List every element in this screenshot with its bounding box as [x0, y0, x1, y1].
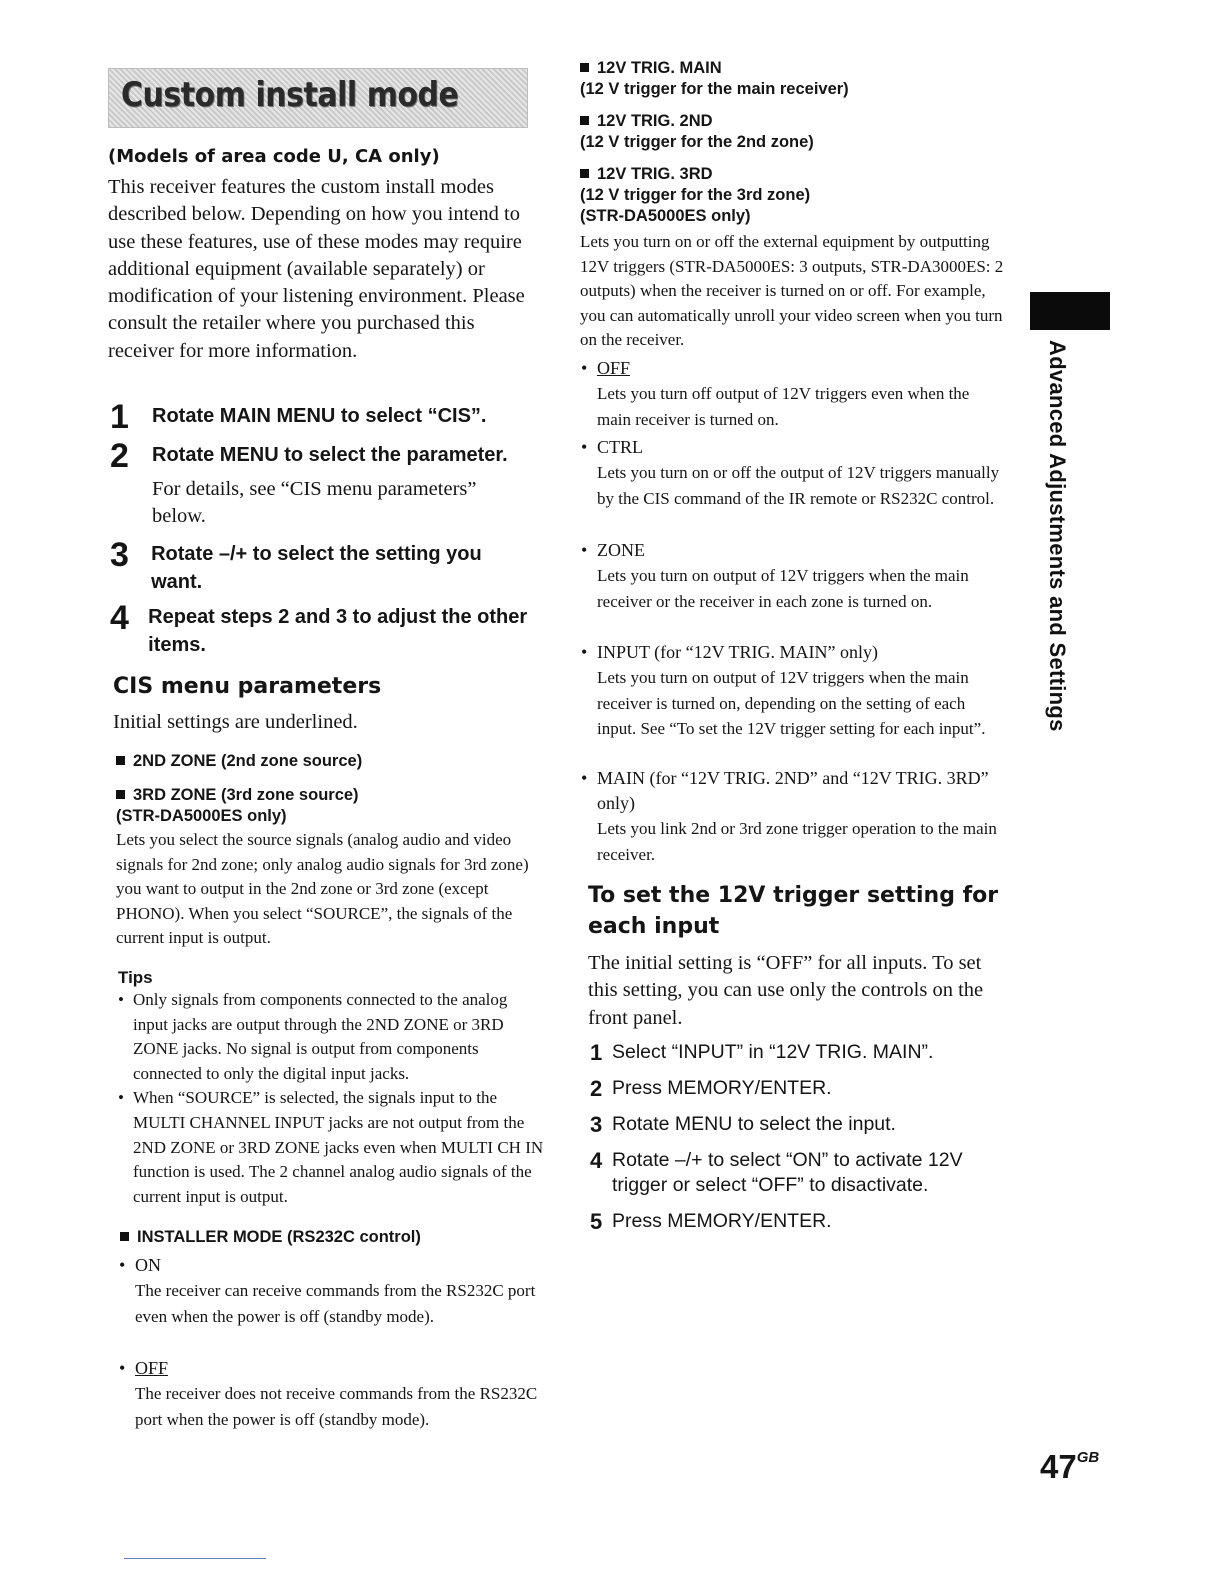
step-number: 2 [110, 437, 129, 475]
tip-item: • When “SOURCE” is selected, the signals input to the MULTI CHANNEL INPUT jacks are not output from the 2ND ZONE or 3RD ZONE jacks even when MULTI CH IN function is used. The 2 channel analog audio signals of the current input is output. [116, 1086, 544, 1209]
trigger-option-off: • OFF Lets you turn off output of 12V triggers even when the main receiver is turned on. [580, 356, 1000, 432]
trigger-description: Lets you turn on or off the external equipment by outputting 12V triggers (STR-DA5000ES: 3 outputs, STR-DA3000ES: 2 outputs) when the receiver is turned on or off. For example, you can automatically unroll your video screen when you turn on the receiver. [580, 232, 1004, 349]
zone-description: Lets you select the source signals (analog audio and video signals for 2nd zone; only analog audio signals for 3rd zone) you want to output in the 2nd zone or 3rd zone (except PHONO). When you select “SOURCE”, the signals of the current input is output. [116, 830, 529, 947]
step-2 [110, 439, 550, 473]
models-note: (Models of area code U, CA only) [108, 146, 440, 167]
bullet-square-icon [580, 169, 589, 178]
param-trig-main: 12V TRIG. MAIN (12 V trigger for the main receiver) [580, 59, 849, 98]
set-step: 2 Press MEMORY/ENTER. [590, 1076, 832, 1101]
param-installer-mode: INSTALLER MODE (RS232C control) [120, 1227, 421, 1248]
set-step: 5 Press MEMORY/ENTER. [590, 1209, 832, 1234]
title-banner [108, 68, 528, 128]
step-text: Rotate MENU to select the parameter. [152, 444, 508, 466]
trigger-option-main: • MAIN (for “12V TRIG. 2ND” and “12V TRIG. 3RD” only) Lets you link 2nd or 3rd zone trigger operation to the main receiver. [580, 766, 1005, 867]
intro-paragraph: This receiver features the custom install modes described below. Depending on how you intend to use these features, use of these modes may require additional equipment (available separately) or modification of your listening environment. Please consult the retailer where you purchased this receiver for more information. [108, 176, 525, 362]
step-text: Rotate MAIN MENU to select “CIS”. [152, 405, 487, 427]
tips-title: Tips [118, 968, 153, 987]
trigger-option-input: • INPUT (for “12V TRIG. MAIN” only) Lets you turn on output of 12V triggers when the main receiver is turned on, depending on the setting of each input. See “To set the 12V trigger setting for each input”. [580, 640, 1005, 742]
bullet-square-icon [580, 63, 589, 72]
page-number: $47^{GB}$ [1040, 1448, 1100, 1485]
step-number: 1 [110, 398, 129, 436]
param-trig-2nd: 12V TRIG. 2ND (12 V trigger for the 2nd zone) [580, 112, 814, 151]
bullet-square-icon [116, 756, 125, 765]
tip-item: • Only signals from components connected to the analog input jacks are output through the 2ND ZONE or 3RD ZONE jacks. No signal is output from components connected to only the digital input jacks. [116, 988, 544, 1086]
set-step: 3 Rotate MENU to select the input. [590, 1112, 896, 1137]
trigger-option-zone: • ZONE Lets you turn on output of 12V triggers when the main receiver or the receiver in each zone is turned on. [580, 538, 1000, 614]
param-3rd-zone: 3RD ZONE (3rd zone source) (STR-DA5000ES only) [116, 786, 359, 825]
step-number: 3 [110, 536, 129, 574]
set-trigger-section-title: To set the 12V trigger setting for each input [588, 883, 999, 939]
param-2nd-zone: 2ND ZONE (2nd zone source) [116, 751, 362, 772]
trigger-option-ctrl: • CTRL Lets you turn on or off the output of 12V triggers manually by the CIS command of the IR remote or RS232C control. [580, 435, 1000, 511]
set-trigger-steps [590, 1040, 1000, 1245]
cis-section-title: CIS menu parameters [113, 674, 382, 699]
step-text: Repeat steps 2 and 3 to adjust the other items. [148, 606, 528, 656]
step-2-detail: For details, see “CIS menu parameters” below. [152, 478, 477, 527]
page-title: Custom install mode [121, 75, 459, 115]
step-3 [110, 538, 530, 596]
step-1 [110, 400, 550, 434]
chapter-tab-label: Advanced Adjustments and Settings [1045, 340, 1070, 732]
step-number: 4 [110, 599, 129, 637]
set-step: 4 Rotate –/+ to select “ON” to activate 12V trigger or select “OFF” to disactivate. [590, 1148, 963, 1196]
set-trigger-intro: The initial setting is “OFF” for all inputs. To set this setting, you can use only the controls on the front panel. [588, 952, 984, 1029]
bullet-square-icon [116, 790, 125, 799]
installer-option-on: • ON The receiver can receive commands from the RS232C port even when the power is off (standby mode). [118, 1253, 548, 1329]
cis-intro: Initial settings are underlined. [113, 711, 358, 733]
footer-rule [124, 1558, 266, 1559]
installer-option-off: • OFF The receiver does not receive commands from the RS232C port when the power is off (standby mode). [118, 1356, 548, 1432]
step-4 [110, 601, 550, 659]
bullet-square-icon [120, 1232, 129, 1241]
bullet-square-icon [580, 116, 589, 125]
set-step: 1 Select “INPUT” in “12V TRIG. MAIN”. [590, 1040, 934, 1065]
step-text: Rotate –/+ to select the setting you want. [151, 543, 482, 593]
chapter-tab-marker [1030, 292, 1110, 330]
param-trig-3rd: 12V TRIG. 3RD (12 V trigger for the 3rd zone) (STR-DA5000ES only) [580, 165, 811, 225]
tips-list [116, 988, 544, 1209]
